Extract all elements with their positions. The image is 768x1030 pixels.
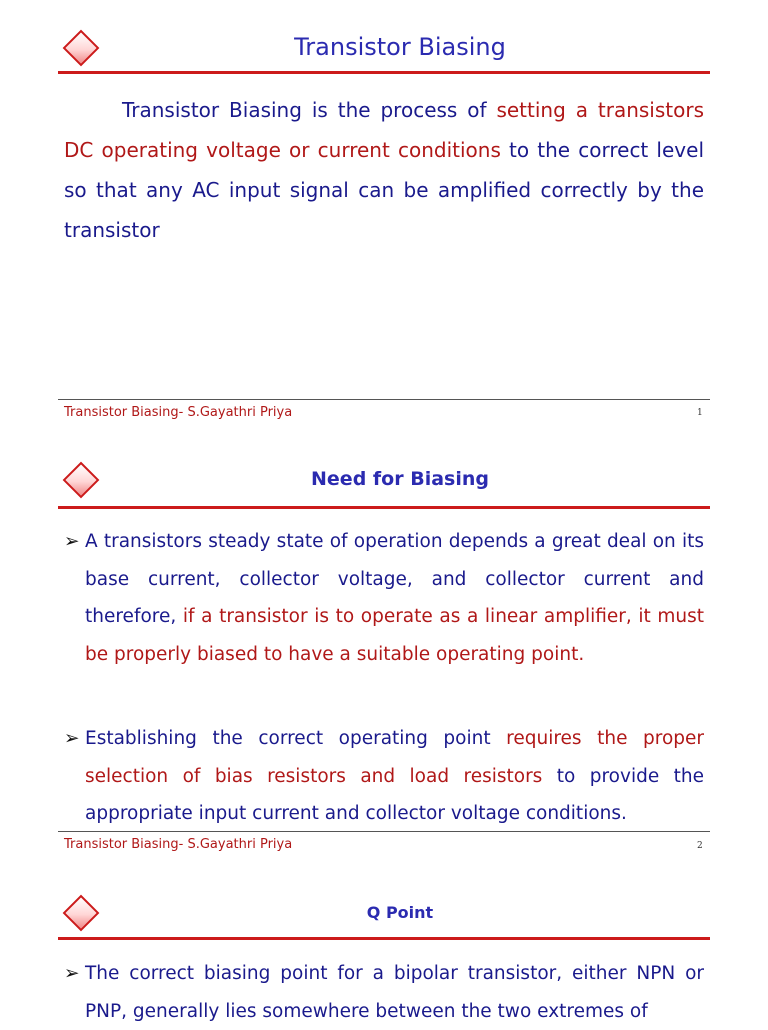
footer-text: Transistor Biasing- S.Gayathri Priya: [64, 405, 293, 420]
arrow-bullet-icon: ➢: [64, 963, 80, 984]
bullet-text: A transistors steady state of operation depends a great deal on its base current, collector voltage, and collector current and therefore,: [85, 531, 704, 627]
page-number: 1: [697, 408, 703, 418]
paragraph-text: Transistor Biasing is the process of: [122, 98, 497, 122]
bullet-item: [64, 955, 704, 1030]
slide-title: Q Point: [366, 903, 434, 922]
bullet-text: Establishing the correct operating point: [85, 728, 507, 749]
page-number: 2: [697, 841, 703, 851]
bullet-text: The correct biasing point for a bipolar transistor, either NPN or PNP, generally lies somewhere between the two extremes of: [85, 963, 704, 1022]
slide-title: Transistor Biasing: [294, 33, 506, 61]
bullet-highlight: if a transistor is to operate as a linear amplifier, it must be properly biased to have a suitable operating point.: [85, 606, 705, 665]
footer-text: Transistor Biasing- S.Gayathri Priya: [64, 837, 293, 852]
slide-title: Need for Biasing: [311, 468, 489, 490]
bullet-highlight: requires the proper selection of bias resistors and load resistors: [85, 728, 704, 787]
paragraph-highlight: setting a transistors DC operating voltage or current conditions: [64, 98, 704, 162]
bullet-text-end: to provide the appropriate input current and collector voltage conditions.: [85, 765, 704, 824]
title-rule: [58, 937, 710, 940]
paragraph-text-end: to the correct level so that any AC input signal can be amplified correctly by the transistor: [64, 138, 704, 242]
diamond-logo-icon: [63, 895, 100, 932]
arrow-bullet-icon: ➢: [64, 531, 80, 552]
arrow-bullet-icon: ➢: [64, 728, 80, 749]
